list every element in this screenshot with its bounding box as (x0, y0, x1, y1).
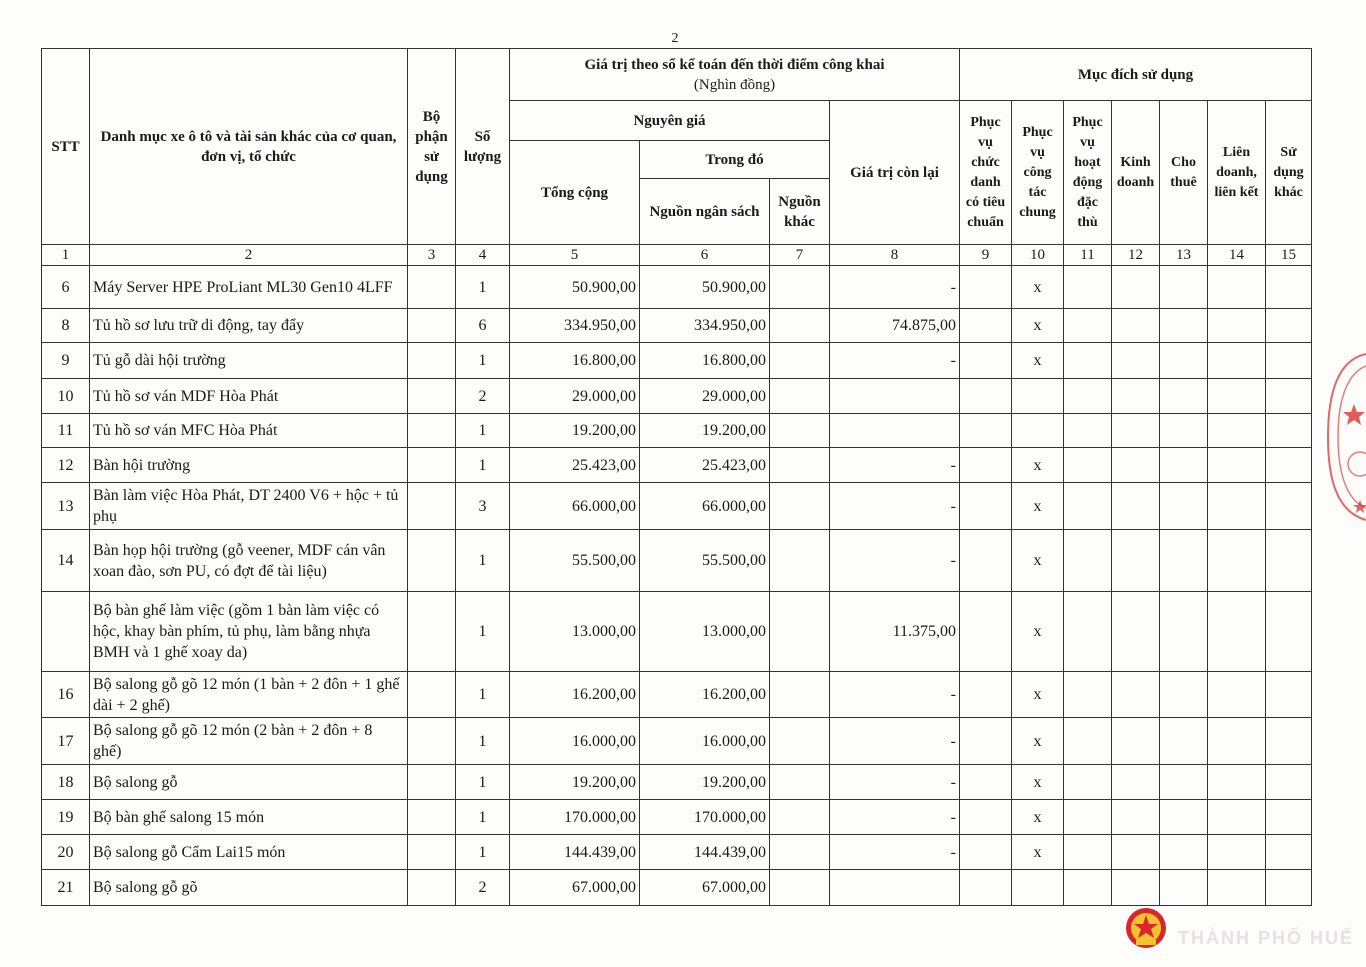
asset-rows (42, 266, 1312, 906)
column-number: 4 (456, 245, 510, 266)
row-mark (1064, 592, 1112, 672)
row-mark (1160, 835, 1208, 870)
row-tong-cong: 16.000,00 (510, 718, 640, 765)
row-so-luong: 2 (456, 870, 510, 906)
row-tong-cong: 13.000,00 (510, 592, 640, 672)
row-nguon-khac (770, 592, 830, 672)
row-nguon-khac (770, 448, 830, 483)
row-name: Tủ hồ sơ lưu trữ di động, tay đẩy (90, 309, 408, 343)
page-number: 2 (671, 31, 679, 46)
row-ngan-sach: 50.900,00 (640, 266, 770, 309)
row-mark (1012, 414, 1064, 448)
row-mark (1160, 718, 1208, 765)
table-row (42, 309, 1312, 343)
row-ngan-sach: 55.500,00 (640, 530, 770, 592)
row-stt: 13 (42, 483, 90, 530)
row-mark (1064, 800, 1112, 835)
row-bo-phan (408, 266, 456, 309)
table-row (42, 483, 1312, 530)
row-ngan-sach: 13.000,00 (640, 592, 770, 672)
row-nguon-khac (770, 672, 830, 718)
row-mark (960, 530, 1012, 592)
row-mark (1064, 765, 1112, 800)
row-mark (1160, 530, 1208, 592)
row-nguon-khac (770, 835, 830, 870)
column-number: 12 (1112, 245, 1160, 266)
row-ngan-sach: 19.200,00 (640, 765, 770, 800)
header-so-luong: Số lượng (456, 49, 510, 245)
row-ngan-sach: 334.950,00 (640, 309, 770, 343)
row-mark (1208, 800, 1266, 835)
row-ngan-sach: 16.200,00 (640, 672, 770, 718)
row-con-lai: - (830, 718, 960, 765)
row-mark (960, 309, 1012, 343)
header-su-dung-khac: Sử dụng khác (1266, 101, 1312, 245)
row-mark (1112, 800, 1160, 835)
row-nguon-khac (770, 343, 830, 379)
row-mark (1112, 718, 1160, 765)
column-number-row (42, 245, 1312, 266)
row-mark (960, 448, 1012, 483)
row-name: Bàn làm việc Hòa Phát, DT 2400 V6 + hộc + tủ phụ (90, 483, 408, 530)
row-mark (1160, 379, 1208, 414)
table-row (42, 343, 1312, 379)
row-nguon-khac (770, 530, 830, 592)
row-mark (1064, 414, 1112, 448)
row-mark (1160, 414, 1208, 448)
row-con-lai (830, 414, 960, 448)
row-bo-phan (408, 765, 456, 800)
row-mark (1266, 379, 1312, 414)
row-mark (1208, 672, 1266, 718)
row-bo-phan (408, 672, 456, 718)
row-mark (1208, 483, 1266, 530)
row-mark (1112, 592, 1160, 672)
row-mark: x (1012, 448, 1064, 483)
row-so-luong: 6 (456, 309, 510, 343)
row-con-lai: - (830, 343, 960, 379)
row-mark (1208, 530, 1266, 592)
header-kinh-doanh: Kinh doanh (1112, 101, 1160, 245)
row-tong-cong: 55.500,00 (510, 530, 640, 592)
row-name: Bộ salong gỗ gõ 12 món (2 bàn + 2 đôn + 8 ghế) (90, 718, 408, 765)
table-row (42, 592, 1312, 672)
row-stt: 18 (42, 765, 90, 800)
row-nguon-khac (770, 414, 830, 448)
row-mark (1266, 530, 1312, 592)
column-number: 5 (510, 245, 640, 266)
column-number: 6 (640, 245, 770, 266)
row-mark: x (1012, 266, 1064, 309)
row-mark: x (1012, 592, 1064, 672)
row-stt: 8 (42, 309, 90, 343)
row-mark (1266, 765, 1312, 800)
row-mark (1208, 448, 1266, 483)
row-tong-cong: 19.200,00 (510, 414, 640, 448)
header-danh-muc: Danh mục xe ô tô và tài sản khác của cơ quan, đơn vị, tổ chức (90, 49, 408, 245)
row-mark (960, 266, 1012, 309)
header-bo-phan: Bộ phận sử dụng (408, 49, 456, 245)
row-mark (1266, 835, 1312, 870)
asset-table (41, 48, 1312, 906)
row-name: Bộ bàn ghế làm việc (gồm 1 bàn làm việc có hộc, khay bàn phím, tủ phụ, làm bằng nhựa BMH và 1 ghế xoay da) (90, 592, 408, 672)
header-gia-tri-con-lai: Giá trị còn lại (830, 101, 960, 245)
header-trong-do: Trong đó (640, 141, 830, 179)
row-mark (960, 343, 1012, 379)
header-lien-doanh: Liên doanh, liên kết (1208, 101, 1266, 245)
row-bo-phan (408, 448, 456, 483)
row-name: Tủ hồ sơ ván MDF Hòa Phát (90, 379, 408, 414)
row-mark (1208, 266, 1266, 309)
row-mark (1160, 343, 1208, 379)
row-mark (1012, 379, 1064, 414)
column-number: 8 (830, 245, 960, 266)
row-mark (1064, 343, 1112, 379)
row-so-luong: 1 (456, 835, 510, 870)
row-mark: x (1012, 483, 1064, 530)
column-number: 3 (408, 245, 456, 266)
row-tong-cong: 29.000,00 (510, 379, 640, 414)
table-row (42, 414, 1312, 448)
row-mark (960, 414, 1012, 448)
header-phuc-vu-dac-thu: Phục vụ hoạt động đặc thù (1064, 101, 1112, 245)
row-tong-cong: 67.000,00 (510, 870, 640, 906)
row-con-lai: - (830, 672, 960, 718)
row-mark (1112, 870, 1160, 906)
row-mark (1160, 592, 1208, 672)
row-mark (1266, 672, 1312, 718)
row-nguon-khac (770, 266, 830, 309)
row-bo-phan (408, 718, 456, 765)
row-mark (1064, 266, 1112, 309)
row-name: Tủ hồ sơ ván MFC Hòa Phát (90, 414, 408, 448)
row-ngan-sach: 25.423,00 (640, 448, 770, 483)
row-mark (960, 835, 1012, 870)
row-tong-cong: 170.000,00 (510, 800, 640, 835)
row-mark (1266, 266, 1312, 309)
table-row (42, 835, 1312, 870)
row-con-lai: - (830, 800, 960, 835)
table-row (42, 530, 1312, 592)
row-bo-phan (408, 835, 456, 870)
header-phuc-vu-chuc-danh: Phục vụ chức danh có tiêu chuẩn (960, 101, 1012, 245)
row-tong-cong: 19.200,00 (510, 765, 640, 800)
row-mark (1160, 672, 1208, 718)
header-gia-tri-unit: (Nghìn đồng) (693, 76, 776, 93)
row-mark (1208, 870, 1266, 906)
row-mark (1266, 800, 1312, 835)
row-stt: 17 (42, 718, 90, 765)
row-mark (1266, 414, 1312, 448)
row-mark: x (1012, 309, 1064, 343)
row-name: Bộ salong gỗ Cẩm Lai15 món (90, 835, 408, 870)
row-stt (42, 592, 90, 672)
row-bo-phan (408, 343, 456, 379)
row-ngan-sach: 66.000,00 (640, 483, 770, 530)
row-so-luong: 2 (456, 379, 510, 414)
row-tong-cong: 66.000,00 (510, 483, 640, 530)
row-mark (1064, 530, 1112, 592)
row-mark (1266, 483, 1312, 530)
row-ngan-sach: 144.439,00 (640, 835, 770, 870)
row-mark (1208, 379, 1266, 414)
column-number: 2 (90, 245, 408, 266)
row-mark (1266, 309, 1312, 343)
row-bo-phan (408, 870, 456, 906)
row-mark (1064, 448, 1112, 483)
row-mark (1112, 483, 1160, 530)
table-row (42, 448, 1312, 483)
row-mark (1208, 718, 1266, 765)
header-nguyen-gia: Nguyên giá (510, 101, 830, 141)
row-nguon-khac (770, 765, 830, 800)
row-mark (960, 379, 1012, 414)
row-mark (1112, 835, 1160, 870)
row-mark (1112, 414, 1160, 448)
row-ngan-sach: 29.000,00 (640, 379, 770, 414)
row-mark (1160, 448, 1208, 483)
row-stt: 11 (42, 414, 90, 448)
row-con-lai: 74.875,00 (830, 309, 960, 343)
row-so-luong: 1 (456, 718, 510, 765)
row-mark (1266, 870, 1312, 906)
row-mark (960, 672, 1012, 718)
row-mark (1266, 592, 1312, 672)
row-mark (1208, 343, 1266, 379)
row-name: Bàn họp hội trường (gỗ veener, MDF cán vân xoan đào, sơn PU, có đợt để tài liệu) (90, 530, 408, 592)
row-bo-phan (408, 530, 456, 592)
row-mark (1064, 379, 1112, 414)
row-ngan-sach: 16.800,00 (640, 343, 770, 379)
row-mark (1064, 309, 1112, 343)
row-name: Tủ gỗ dài hội trường (90, 343, 408, 379)
row-bo-phan (408, 800, 456, 835)
row-mark (1160, 309, 1208, 343)
national-emblem-icon (1124, 906, 1168, 950)
row-mark (1160, 266, 1208, 309)
row-so-luong: 1 (456, 448, 510, 483)
row-ngan-sach: 19.200,00 (640, 414, 770, 448)
row-con-lai: - (830, 835, 960, 870)
table-row (42, 800, 1312, 835)
table-row (42, 870, 1312, 906)
row-stt: 9 (42, 343, 90, 379)
row-bo-phan (408, 483, 456, 530)
column-number: 1 (42, 245, 90, 266)
table-row (42, 765, 1312, 800)
row-mark: x (1012, 718, 1064, 765)
red-seal-stamp (1324, 352, 1366, 522)
row-so-luong: 1 (456, 672, 510, 718)
row-stt: 12 (42, 448, 90, 483)
row-stt: 14 (42, 530, 90, 592)
header-phuc-vu-cong-tac: Phục vụ công tác chung (1012, 101, 1064, 245)
row-mark (1112, 309, 1160, 343)
row-nguon-khac (770, 800, 830, 835)
row-name: Máy Server HPE ProLiant ML30 Gen10 4LFF (90, 266, 408, 309)
row-bo-phan (408, 309, 456, 343)
row-mark (1208, 309, 1266, 343)
row-nguon-khac (770, 483, 830, 530)
row-mark (1160, 483, 1208, 530)
column-number: 9 (960, 245, 1012, 266)
row-ngan-sach: 67.000,00 (640, 870, 770, 906)
watermark-text: THÀNH PHỐ HUẾ (1178, 928, 1355, 948)
column-number: 7 (770, 245, 830, 266)
row-mark (1112, 343, 1160, 379)
row-bo-phan (408, 379, 456, 414)
row-mark (1064, 483, 1112, 530)
row-mark (1112, 448, 1160, 483)
row-con-lai: - (830, 530, 960, 592)
row-mark (1064, 870, 1112, 906)
header-nguon-ngan-sach: Nguồn ngân sách (640, 179, 770, 245)
row-so-luong: 1 (456, 343, 510, 379)
row-mark (1160, 870, 1208, 906)
row-mark (960, 718, 1012, 765)
row-tong-cong: 25.423,00 (510, 448, 640, 483)
row-mark (960, 800, 1012, 835)
row-nguon-khac (770, 309, 830, 343)
row-mark (1012, 870, 1064, 906)
row-con-lai: - (830, 266, 960, 309)
header-tong-cong: Tổng cộng (510, 141, 640, 245)
table-row (42, 379, 1312, 414)
table-row (42, 266, 1312, 309)
row-mark (1208, 765, 1266, 800)
table-row (42, 672, 1312, 718)
row-mark: x (1012, 672, 1064, 718)
row-mark (1208, 835, 1266, 870)
row-so-luong: 1 (456, 765, 510, 800)
row-mark (1064, 718, 1112, 765)
row-mark: x (1012, 835, 1064, 870)
row-con-lai: - (830, 765, 960, 800)
row-ngan-sach: 16.000,00 (640, 718, 770, 765)
row-mark (1064, 835, 1112, 870)
row-con-lai (830, 379, 960, 414)
row-con-lai: - (830, 448, 960, 483)
row-stt: 20 (42, 835, 90, 870)
row-so-luong: 1 (456, 414, 510, 448)
row-mark (1208, 592, 1266, 672)
row-con-lai: 11.375,00 (830, 592, 960, 672)
row-stt: 10 (42, 379, 90, 414)
row-mark (1112, 379, 1160, 414)
row-mark (960, 765, 1012, 800)
row-mark (1160, 765, 1208, 800)
table-row (42, 718, 1312, 765)
row-mark (1112, 765, 1160, 800)
row-ngan-sach: 170.000,00 (640, 800, 770, 835)
row-mark: x (1012, 800, 1064, 835)
row-tong-cong: 16.200,00 (510, 672, 640, 718)
row-name: Bộ salong gỗ (90, 765, 408, 800)
header-nguon-khac: Nguồn khác (770, 179, 830, 245)
row-mark (960, 592, 1012, 672)
row-mark (1064, 672, 1112, 718)
row-stt: 16 (42, 672, 90, 718)
row-mark (1266, 343, 1312, 379)
row-mark: x (1012, 343, 1064, 379)
header-gia-tri-title: Giá trị theo sổ kế toán đến thời điểm công khai (584, 56, 885, 73)
row-tong-cong: 334.950,00 (510, 309, 640, 343)
column-number: 10 (1012, 245, 1064, 266)
row-mark (1266, 718, 1312, 765)
row-name: Bộ bàn ghế salong 15 món (90, 800, 408, 835)
row-bo-phan (408, 414, 456, 448)
column-number: 15 (1266, 245, 1312, 266)
row-stt: 21 (42, 870, 90, 906)
row-nguon-khac (770, 870, 830, 906)
row-mark (1112, 530, 1160, 592)
row-mark (960, 483, 1012, 530)
row-name: Bộ salong gỗ gõ (90, 870, 408, 906)
row-name: Bàn hội trường (90, 448, 408, 483)
row-con-lai (830, 870, 960, 906)
row-tong-cong: 16.800,00 (510, 343, 640, 379)
row-so-luong: 1 (456, 266, 510, 309)
column-number: 13 (1160, 245, 1208, 266)
row-stt: 6 (42, 266, 90, 309)
row-mark (1266, 448, 1312, 483)
row-so-luong: 1 (456, 800, 510, 835)
row-tong-cong: 144.439,00 (510, 835, 640, 870)
row-nguon-khac (770, 718, 830, 765)
header-stt: STT (42, 49, 90, 245)
row-mark (1160, 800, 1208, 835)
row-mark (1112, 266, 1160, 309)
row-stt: 19 (42, 800, 90, 835)
row-bo-phan (408, 592, 456, 672)
row-name: Bộ salong gỗ gõ 12 món (1 bàn + 2 đôn + 1 ghế dài + 2 ghế) (90, 672, 408, 718)
row-so-luong: 3 (456, 483, 510, 530)
row-so-luong: 1 (456, 592, 510, 672)
row-nguon-khac (770, 379, 830, 414)
column-number: 11 (1064, 245, 1112, 266)
row-mark: x (1012, 765, 1064, 800)
header-muc-dich: Mục đích sử dụng (960, 49, 1312, 101)
row-mark: x (1012, 530, 1064, 592)
row-con-lai: - (830, 483, 960, 530)
header-cho-thue: Cho thuê (1160, 101, 1208, 245)
header-gia-tri (510, 49, 960, 101)
row-tong-cong: 50.900,00 (510, 266, 640, 309)
row-mark (1208, 414, 1266, 448)
row-mark (960, 870, 1012, 906)
column-number: 14 (1208, 245, 1266, 266)
row-mark (1112, 672, 1160, 718)
row-so-luong: 1 (456, 530, 510, 592)
